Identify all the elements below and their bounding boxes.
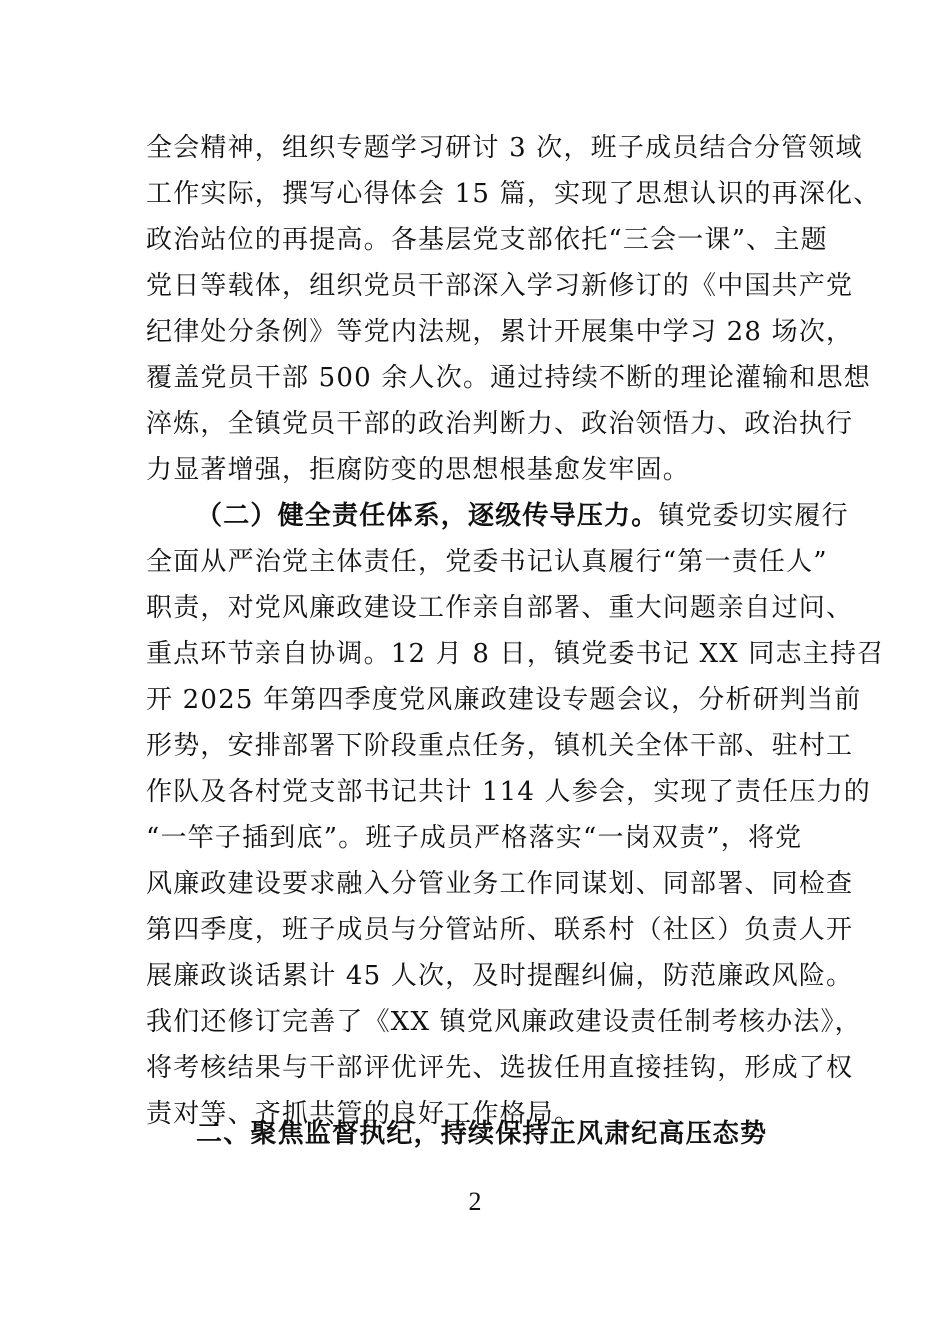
- body-line: 形势，安排部署下阶段重点任务，镇机关全体干部、驻村工: [146, 731, 854, 761]
- body-line: 重点环节亲自协调。12 月 8 日，镇党委书记 XX 同志主持召: [146, 639, 885, 669]
- body-line: 纪律处分条例》等党内法规，累计开展集中学习 28 场次，: [146, 317, 854, 347]
- body-line: 开 2025 年第四季度党风廉政建设专题会议，分析研判当前: [146, 685, 862, 715]
- body-line: 全面从严治党主体责任，党委书记认真履行“第一责任人”: [146, 547, 828, 577]
- body-line: 全会精神，组织专题学习研讨 3 次，班子成员结合分管领域: [146, 133, 863, 163]
- body-line: 政治站位的再提高。各基层党支部依托“三会一课”、主题: [146, 225, 828, 255]
- body-line: 职责，对党风廉政建设工作亲自部署、重大问题亲自过问、: [146, 593, 854, 623]
- body-line: 第四季度，班子成员与分管站所、联系村（社区）负责人开: [146, 915, 854, 945]
- section-paragraph-start: [196, 496, 896, 536]
- body-line: 展廉政谈话累计 45 人次，及时提醒纠偏，防范廉政风险。: [146, 961, 854, 991]
- body-line: 淬炼，全镇党员干部的政治判断力、政治领悟力、政治执行: [146, 409, 854, 439]
- body-line: 风廉政建设要求融入分管业务工作同谋划、同部署、同检查: [146, 869, 854, 899]
- body-line: 力显著增强，拒腐防变的思想根基愈发牢固。: [146, 455, 691, 485]
- body-line: 责对等、齐抓共管的良好工作格局。: [146, 1099, 582, 1129]
- page-number: 2: [468, 1187, 482, 1216]
- body-line: 作队及各村党支部书记共计 114 人参会，实现了责任压力的: [146, 777, 871, 807]
- section-text: 镇党委切实履行: [658, 501, 849, 531]
- section-subheading: （二）健全责任体系，逐级传导压力。: [196, 501, 659, 531]
- body-line: 覆盖党员干部 500 余人次。通过持续不断的理论灌输和思想: [146, 363, 871, 393]
- body-line: 将考核结果与干部评优评先、选拔任用直接挂钩，形成了权: [146, 1053, 854, 1083]
- section-heading: 二、聚焦监督执纪，持续保持正风肃纪高压态势: [196, 1119, 768, 1149]
- body-line: 工作实际，撰写心得体会 15 篇，实现了思想认识的再深化、: [146, 179, 881, 209]
- body-line: 党日等载体，组织党员干部深入学习新修订的《中国共产党: [146, 271, 854, 301]
- body-line: 我们还修订完善了《XX 镇党风廉政建设责任制考核办法》，: [146, 1007, 862, 1037]
- body-line: “一竿子插到底”。班子成员严格落实“一岗双责”，将党: [146, 823, 803, 853]
